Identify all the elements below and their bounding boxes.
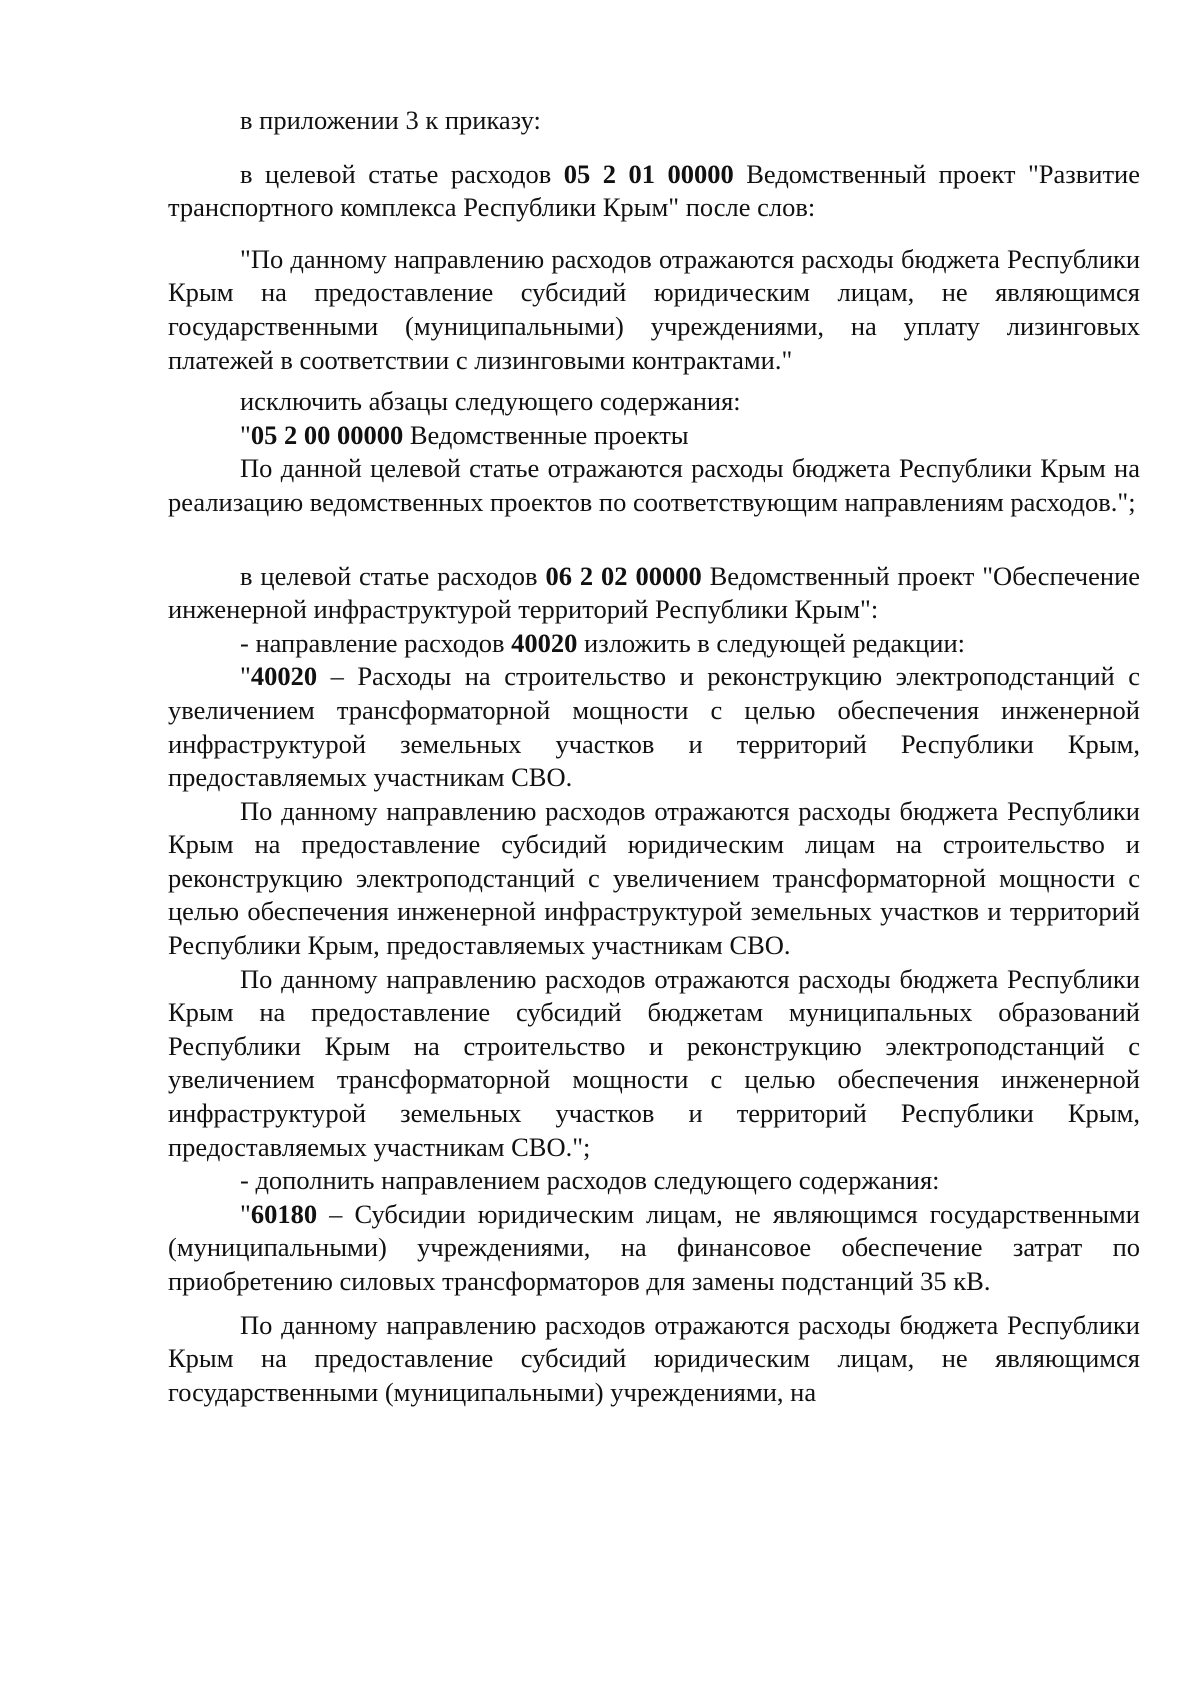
budget-code: 60180 [250, 1198, 318, 1229]
paragraph-direction-40020-title [168, 660, 1140, 794]
paragraph-60180-desc: По данному направлению расходов отражаются расходы бюджета Республики Крым на предоставление субсидий юридическим лицам, не являющимся государственными (муниципальными) учреждениями, на [168, 1309, 1140, 1407]
paragraph-departmental-projects-desc: По данной целевой статье отражаются расходы бюджета Республики Крым на реализацию ведомственных проектов по соответствующим направлениям расходов."; [168, 453, 1140, 517]
paragraph-text: Ведомственный проект "Обеспечение инженерной инфраструктурой территорий Республики Крым": [168, 560, 1141, 625]
paragraph-text: – Расходы на строительство и реконструкцию электроподстанций с увеличением трансформаторной мощности с целью обеспечения инженерной инфраструктурой земельных участков и территорий Республики Крым, предоставляемых участникам СВО. [168, 661, 1140, 793]
paragraph-text: " [240, 1198, 251, 1229]
paragraph-leasing-quote: "По данному направлению расходов отражаются расходы бюджета Республики Крым на предоставление субсидий юридическим лицам, не являющимся государственными (муниципальными) учреждениями, на уплату лизинговых платежей в соответствии с лизинговыми контрактами." [168, 243, 1140, 375]
budget-code: 05 2 01 00000 [563, 158, 734, 189]
paragraph-40020-municipal: По данному направлению расходов отражаются расходы бюджета Республики Крым на предоставление субсидий бюджетам муниципальных образований Республики Крым на строительство и реконструкцию электроподстанций с увеличением трансформаторной мощности с целью обеспечения инженерной инфраструктурой земельных участков и территорий Республики Крым, предоставляемых участникам СВО."; [168, 963, 1140, 1162]
paragraph-target-article-06-2-02 [168, 560, 1140, 627]
budget-code: 06 2 02 00000 [545, 560, 702, 591]
paragraph-text: изложить в следующей редакции: [577, 627, 966, 658]
document-body [168, 104, 1140, 1409]
paragraph-text: в целевой статье расходов [240, 158, 564, 189]
paragraph-40020-legal-entities: По данному направлению расходов отражаются расходы бюджета Республики Крым на предоставление субсидий юридическим лицам на строительство и реконструкцию электроподстанций с увеличением трансформаторной мощности с целью обеспечения инженерной инфраструктурой земельных участков и территорий Республики Крым, предоставляемых участникам СВО. [168, 795, 1140, 961]
budget-code: 40020 [250, 661, 318, 692]
paragraph-text: - направление расходов [240, 627, 512, 658]
budget-code: 05 2 00 00000 [250, 419, 404, 450]
paragraph-text: – Субсидии юридическим лицам, не являющимся государственными (муниципальными) учреждениями, на финансовое обеспечение затрат по приобретению силовых трансформаторов для замены подстанций 35 кВ. [168, 1198, 1140, 1296]
paragraph-add-direction-intro: - дополнить направлением расходов следующего содержания: [240, 1165, 940, 1196]
paragraph-direction-40020-intro [168, 627, 1140, 661]
paragraph-text: Ведомственный проект "Развитие транспортного комплекса Республики Крым" после слов: [168, 158, 1140, 223]
paragraph-text: " [240, 661, 251, 692]
paragraph-text: в целевой статье расходов [240, 560, 546, 591]
budget-code: 40020 [511, 627, 578, 658]
paragraph-text: " [240, 419, 251, 450]
paragraph-exclude-intro: исключить абзацы следующего содержания: [240, 386, 741, 417]
paragraph-code-05-2-00 [168, 419, 1140, 453]
paragraph-target-article-05-2-01 [168, 158, 1140, 225]
paragraph-text: Ведомственные проекты [403, 419, 689, 450]
paragraph-direction-60180-title [168, 1198, 1140, 1299]
paragraph-appendix-3-intro: в приложении 3 к приказу: [240, 105, 541, 135]
